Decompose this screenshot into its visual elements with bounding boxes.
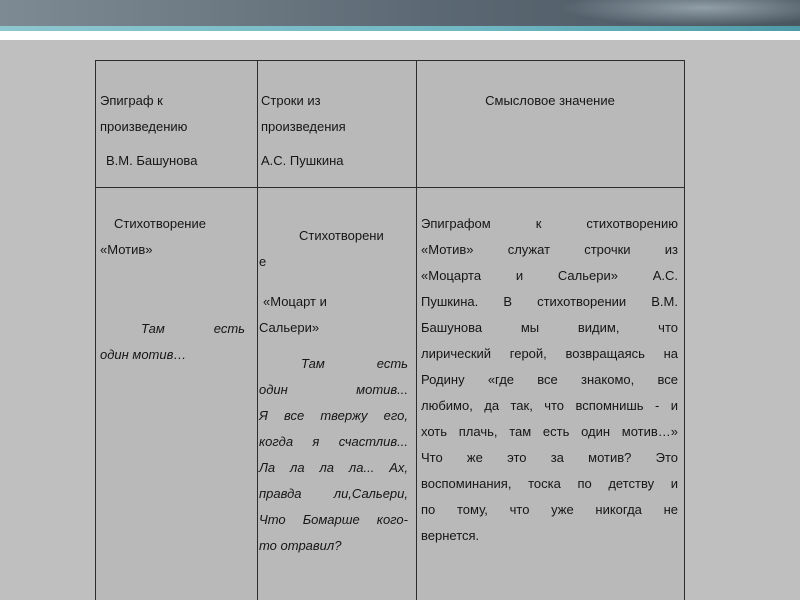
row1-col2-quote-line6: правда ли,Сальери,: [259, 486, 408, 501]
row1-col1-quote-line2: один мотив…: [100, 347, 187, 362]
meaning-line-1: Эпиграфом к стихотворению: [421, 216, 678, 231]
table-border-left: [95, 60, 96, 600]
row1-col1-subtitle: «Мотив»: [100, 242, 153, 257]
row1-col1-title: Стихотворение: [114, 216, 206, 231]
row1-col2-quote-line3: Я все твержу его,: [259, 408, 408, 423]
meaning-line-11: воспоминания, тоска по детству и: [421, 476, 678, 491]
meaning-line-6: лирический герой, возвращаясь на: [421, 346, 678, 361]
row1-col1-quote: [100, 316, 245, 368]
table-border-top: [95, 60, 685, 61]
row1-col1: [100, 211, 245, 368]
meaning-line-3: «Моцарта и Сальери» А.С.: [421, 268, 678, 283]
row1-col2-quote: [259, 351, 408, 559]
row1-col2-quote-line8: то отравил?: [259, 538, 342, 553]
meaning-line-7: Родину «где все знакомо, все: [421, 372, 678, 387]
row1-col2: [259, 223, 408, 559]
row1-col3: [421, 211, 678, 549]
header-col-meaning: [416, 88, 684, 114]
header-col3-label: Смысловое значение: [485, 93, 615, 108]
header-col1-line1: Эпиграф к: [100, 93, 163, 108]
meaning-line-13: вернется.: [421, 528, 480, 543]
meaning-line-4: Пушкина. В стихотворении В.М.: [421, 294, 678, 309]
row1-col2-quote-line1: Там есть: [301, 356, 408, 371]
row1-col2-quote-line7: Что Бомарше кого-: [259, 512, 408, 527]
header-col-epigraph: [100, 88, 250, 174]
table-divider-2: [416, 60, 417, 600]
header-row-divider: [95, 187, 685, 188]
row1-col2-title: Стихотворени: [299, 228, 384, 243]
meaning-line-5: Башунова мы видим, что: [421, 320, 678, 335]
header-col2-line1: Строки из: [261, 93, 321, 108]
row1-col2-title-cont: е: [259, 254, 267, 269]
row1-col2-subtitle: «Моцарт и: [263, 294, 327, 309]
table-border-right: [684, 60, 685, 600]
header-col-source: [261, 88, 411, 174]
header-col2-line2: произведения: [261, 119, 346, 134]
header-col2-line3: А.С. Пушкина: [261, 153, 344, 168]
accent-line: [0, 26, 800, 31]
meaning-line-8: любимо, да так, что вспомнишь - и: [421, 398, 678, 413]
header-col1-line3: В.М. Башунова: [106, 153, 198, 168]
table-divider-1: [257, 60, 258, 600]
meaning-line-2: «Мотив» служат строчки из: [421, 242, 678, 257]
meaning-line-9: хоть плачь, там есть один мотив…»: [421, 424, 678, 439]
row1-col1-quote-line1: Там есть: [141, 321, 245, 336]
row1-col2-quote-line4: когда я счастлив...: [259, 434, 408, 449]
header-bar: [0, 0, 800, 26]
meaning-line-12: по тому, что уже никогда не: [421, 502, 678, 517]
row1-col2-subtitle-cont: Сальери»: [259, 320, 320, 335]
meaning-line-10: Что же это за мотив? Это: [421, 450, 678, 465]
header-col1-line2: произведению: [100, 119, 188, 134]
row1-col2-quote-line5: Ла ла ла ла... Ах,: [259, 460, 408, 475]
header-glow: [560, 0, 800, 26]
row1-col2-quote-line2: один мотив...: [259, 382, 408, 397]
